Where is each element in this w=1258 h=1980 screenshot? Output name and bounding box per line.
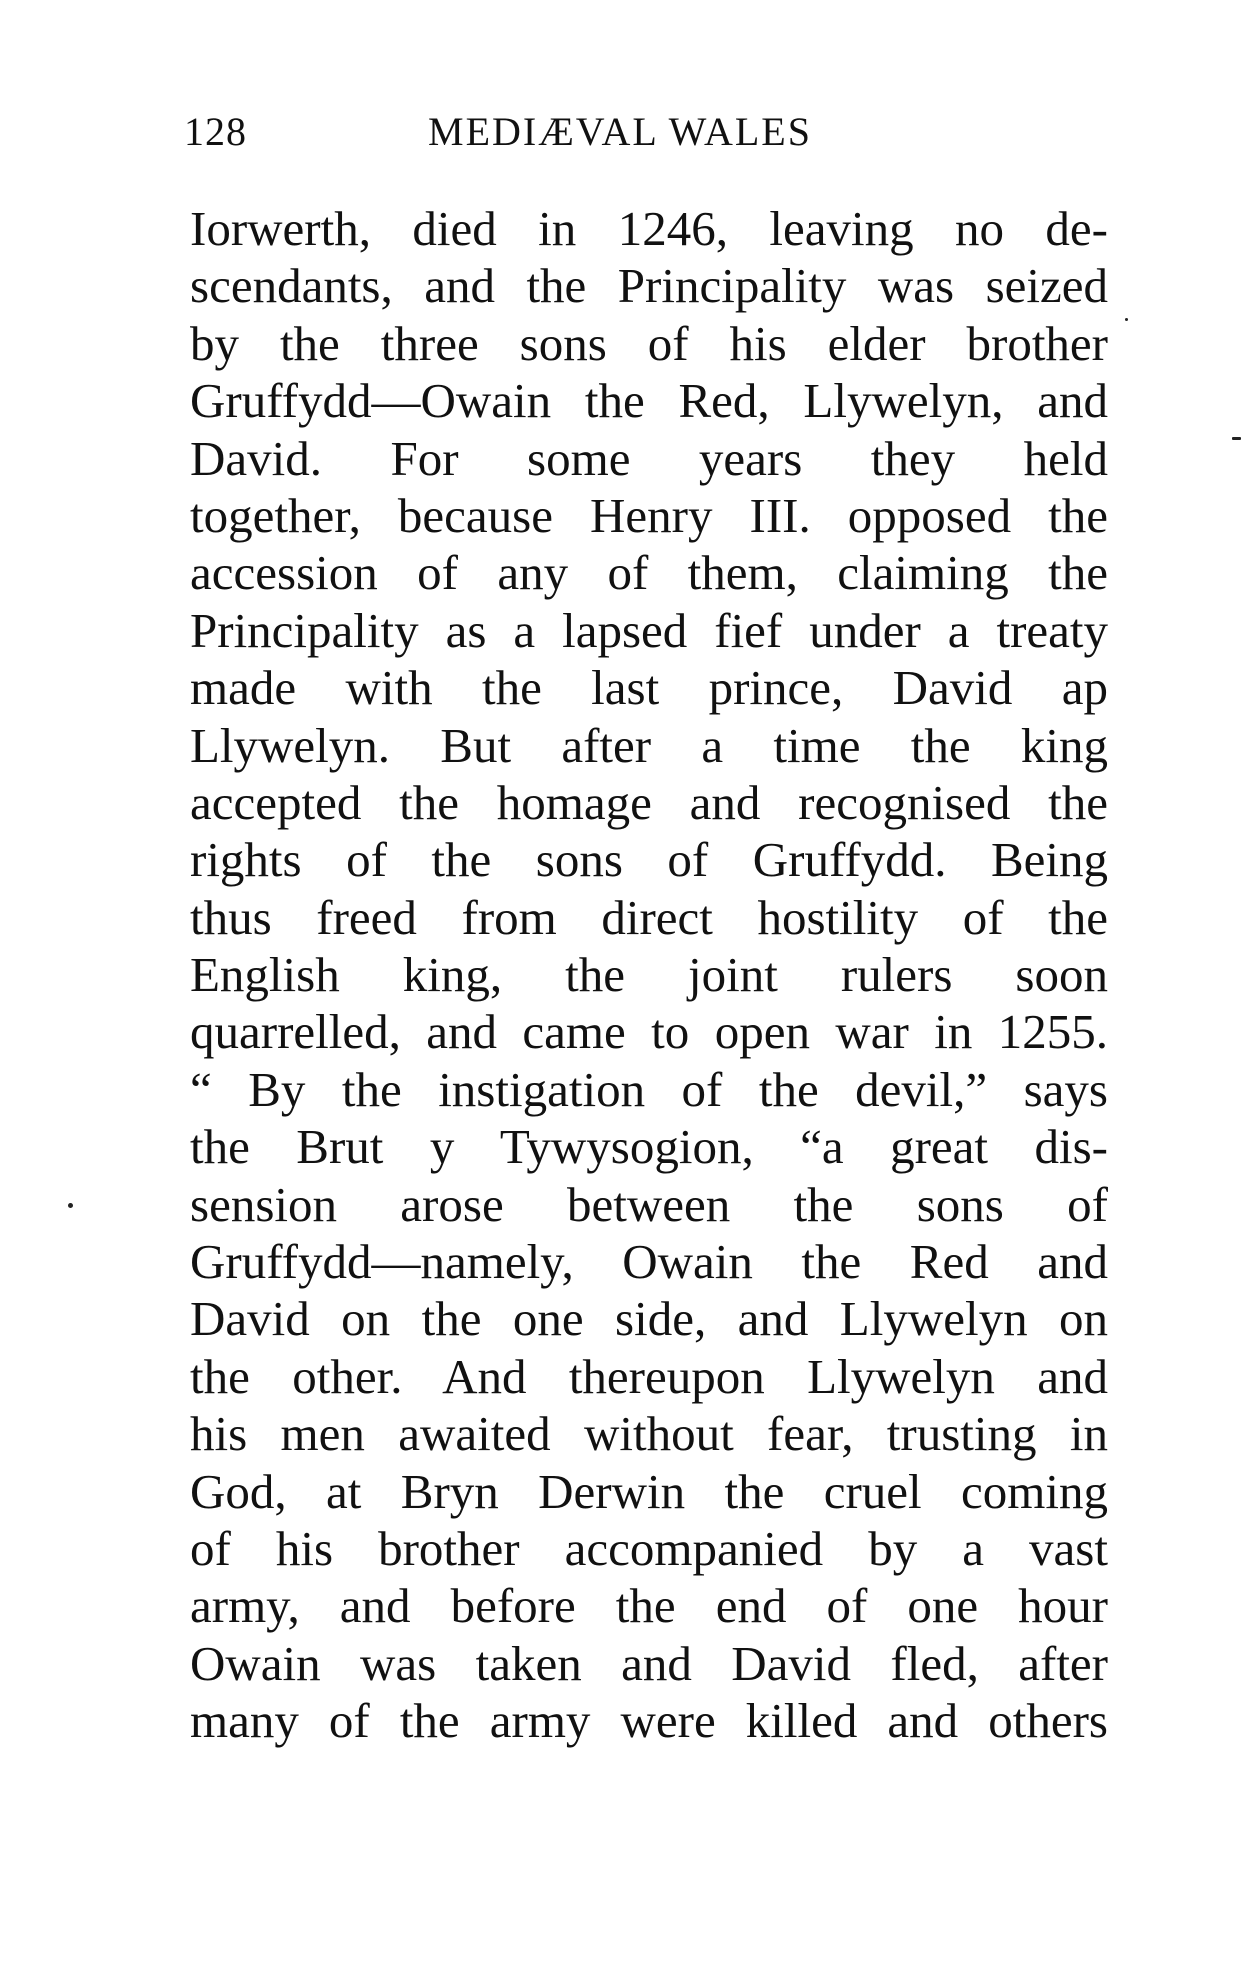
- text-line: Iorwerth, died in 1246, leaving no de-: [190, 201, 1108, 256]
- text-line: by the three sons of his elder brother: [190, 315, 1108, 371]
- text-line: “ By the instigation of the devil,” says: [190, 1061, 1108, 1117]
- text-line: army, and before the end of one hour: [190, 1578, 1108, 1634]
- text-line: of his brother accompanied by a vast: [190, 1520, 1108, 1576]
- text-line: English king, the joint rulers soon: [190, 947, 1108, 1003]
- text-line: many of the army were killed and others: [190, 1693, 1108, 1749]
- text-line: Owain was taken and David fled, after: [190, 1635, 1108, 1691]
- text-line: thus freed from direct hostility of the: [190, 889, 1108, 945]
- text-line: David on the one side, and Llywelyn on: [190, 1291, 1108, 1347]
- scan-speck: [1125, 318, 1128, 321]
- scan-speck: [68, 1203, 73, 1208]
- text-line: made with the last prince, David ap: [190, 660, 1108, 716]
- text-line: accession of any of them, claiming the: [190, 545, 1108, 601]
- page-number: 128: [184, 109, 247, 154]
- text-line: quarrelled, and came to open war in 1255.: [190, 1004, 1108, 1060]
- text-line: God, at Bryn Derwin the cruel coming: [190, 1463, 1108, 1519]
- body-text: [190, 200, 1108, 1750]
- text-line: Llywelyn. But after a time the king: [190, 717, 1108, 773]
- scan-speck: [1232, 437, 1241, 440]
- text-line: scendants, and the Principality was seized: [190, 258, 1108, 314]
- text-line: Gruffydd—namely, Owain the Red and: [190, 1234, 1108, 1290]
- text-line: rights of the sons of Gruffydd. Being: [190, 832, 1108, 888]
- text-line: Principality as a lapsed fief under a treaty: [190, 602, 1108, 658]
- text-line: accepted the homage and recognised the: [190, 774, 1108, 830]
- page-header: [184, 108, 1104, 168]
- text-line: Gruffydd—Owain the Red, Llywelyn, and: [190, 373, 1108, 429]
- text-line: David. For some years they held: [190, 430, 1108, 486]
- text-line: the Brut y Tywysogion, “a great dis-: [190, 1119, 1108, 1175]
- text-line: his men awaited without fear, trusting in: [190, 1406, 1108, 1462]
- text-line: the other. And thereupon Llywelyn and: [190, 1348, 1108, 1404]
- text-line: together, because Henry III. opposed the: [190, 487, 1108, 543]
- running-head: MEDIÆVAL WALES: [428, 109, 812, 154]
- text-line: sension arose between the sons of: [190, 1176, 1108, 1232]
